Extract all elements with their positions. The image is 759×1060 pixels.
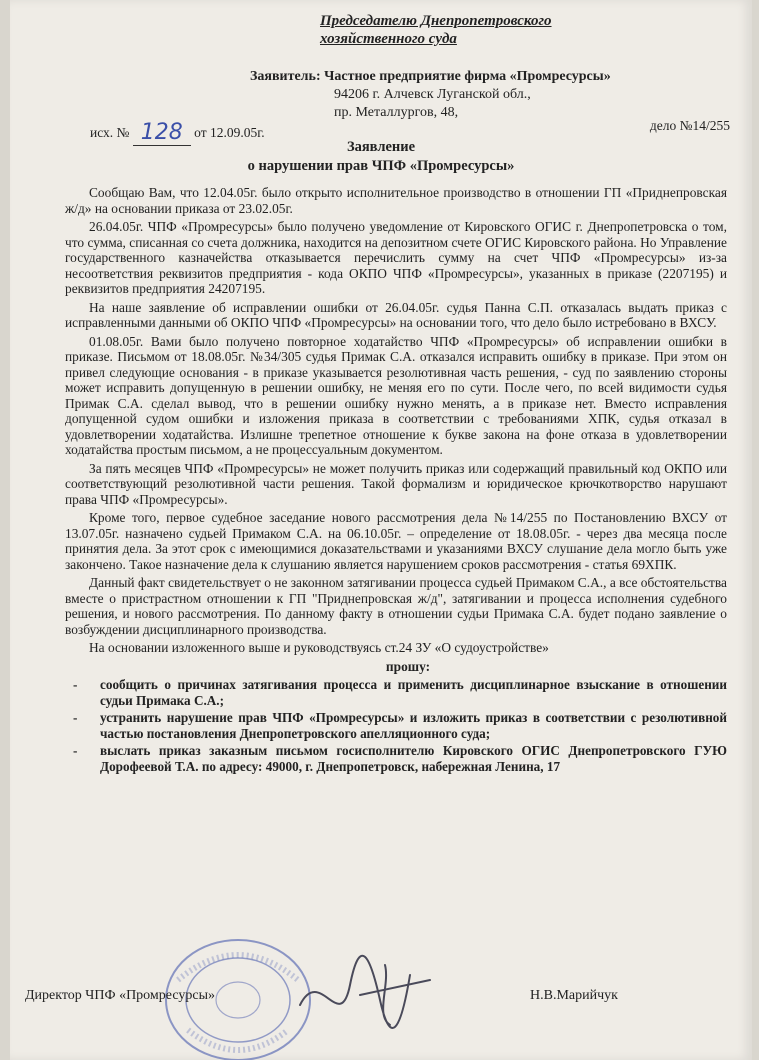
request-text: выслать приказ заказным письмом госисполнителю Кировского ОГИС Днепропетровского ГУЮ Дорофеевой Т.А. по адресу: 49000, г. Днепропетровск, набережная Ленина, 17 — [100, 743, 727, 774]
ref-number: 128 — [133, 120, 191, 146]
case-number: дело №14/255 — [649, 118, 730, 133]
document-title — [10, 138, 752, 176]
request-heading: прошу: — [385, 658, 431, 674]
paragraph: 26.04.05г. ЧПФ «Промресурсы» было получено уведомление от Кировского ОГИС г. Днепропетровска о том, что сумма, списанная со счета должника, находится на депозитном счете ОГИС Кировского района. Но Управление государственного казначейства отказывается перечислить сумму на счет ЧПФ «Промресурсы» из-за несоответствия реквизитов предприятия - кода ОКПО ЧПФ «Промресурсы», указанных в приказе (2207195) и реквизитов предприятия 24207195. — [65, 219, 727, 296]
signatory-name: Н.В.Марийчук — [530, 988, 618, 1003]
document-page — [10, 0, 752, 1060]
paragraph: На наше заявление об исправлении ошибки от 26.04.05г. судья Панна С.П. отказалась выдать приказ с исправленными данными об ОКПО ЧПФ «Промресурсы» на основании того, что дело было истребовано в ВХСУ. — [65, 299, 727, 330]
ref-prefix: исх. № — [90, 125, 130, 140]
addressee-line2: хозяйственного суда — [320, 31, 457, 47]
request-text: устранить нарушение прав ЧПФ «Промресурсы» и изложить приказ в соответствии с резолютивной частью постановления Днепропетровского апелляционного суда; — [100, 710, 727, 741]
title-line1: Заявление — [346, 139, 416, 155]
document-body — [65, 185, 727, 776]
paragraph: Кроме того, первое судебное заседание нового рассмотрения дела №14/255 по Постановлению ВХСУ от 13.07.05г. назначено судьей Примаком С.А. на 06.10.05г. – определение от 18.08.05г. - через два месяца после принятия дела. За этот срок с имеющимися доказательствами и указаниями ВХСУ слушание дела могло быть уже закончено. Такое назначение дела к слушанию является нарушением сроков рассмотрения - статья 69ХПК. — [65, 510, 727, 572]
title-line2: о нарушении прав ЧПФ «Промресурсы» — [247, 158, 515, 174]
list-dash: - — [73, 743, 78, 758]
handwritten-signature — [290, 945, 440, 1045]
addressee-line1: Председателю Днепропетровского — [320, 13, 552, 29]
request-item — [65, 710, 727, 741]
ref-date: от 12.09.05г. — [194, 125, 265, 140]
list-dash: - — [73, 677, 78, 692]
paragraph: За пять месяцев ЧПФ «Промресурсы» не может получить приказ или содержащий правильный код ОКПО или соответствующий резолютивной части решения. Такой формализм и юридическое крючкотворство нарушают права ЧПФ «Промресурсы». — [65, 460, 727, 507]
paragraph: Данный факт свидетельствует о не законном затягивании процесса судьей Примаком С.А., а все обстоятельства вместе о пристрастном отношении к ГП "Приднепровская ж/д", затягивании и процесса исполнения судебного решения, и нового рассмотрения. По данному факту в отношении судьи Примака С.А. будет подано заявление о возбуждении дисциплинарного производства. — [65, 575, 727, 637]
request-item — [65, 743, 727, 774]
applicant-address-line2: пр. Металлургов, 48, — [334, 105, 459, 120]
signatory-position: Директор ЧПФ «Промресурсы» — [25, 988, 215, 1003]
request-list — [65, 677, 727, 774]
paragraph: 01.08.05г. Вами было получено повторное ходатайство ЧПФ «Промресурсы» об исправлении ошибки в приказе. Письмом от 18.08.05г. №34/305 судья Примак С.А. отказался исправить ошибку в приказе. При этом он привел следующие основания - в приказе указывается резолютивная часть решения, - суд по заявлению стороны может исправить допущенную в решении ошибку, не меняя его по сути. После чего, по всей видимости судья Примак С.А. сделал вывод, что в решении ошибку нужно менять, а в приказе нет. Вместо исправления допущенной судом ошибки и изложения приказа в соответствии с требованиями ХПК, судья отказал в удовлетворении ходатайства. Излишне трепетное отношение к букве закона на фоне отказа в удовлетворении ходатайства простым письмом, а не процессуальным документом. — [65, 333, 727, 457]
applicant-address-line1: 94206 г. Алчевск Луганской обл., — [334, 87, 531, 102]
applicant-name: Заявитель: Частное предприятие фирма «Промресурсы» — [250, 69, 611, 84]
applicant-block — [250, 68, 611, 122]
paragraph: Сообщаю Вам, что 12.04.05г. было открыто исполнительное производство в отношении ГП «Приднепровская ж/д» на основании приказа от 23.02.05г. — [65, 185, 727, 216]
paragraph: На основании изложенного выше и руководствуясь ст.24 ЗУ «О судоустройстве» — [89, 640, 549, 655]
addressee-block — [320, 12, 620, 48]
request-item — [65, 677, 727, 708]
list-dash: - — [73, 710, 78, 725]
request-text: сообщить о причинах затягивания процесса и применить дисциплинарное взыскание в отношении судьи Примака С.А.; — [100, 677, 727, 708]
